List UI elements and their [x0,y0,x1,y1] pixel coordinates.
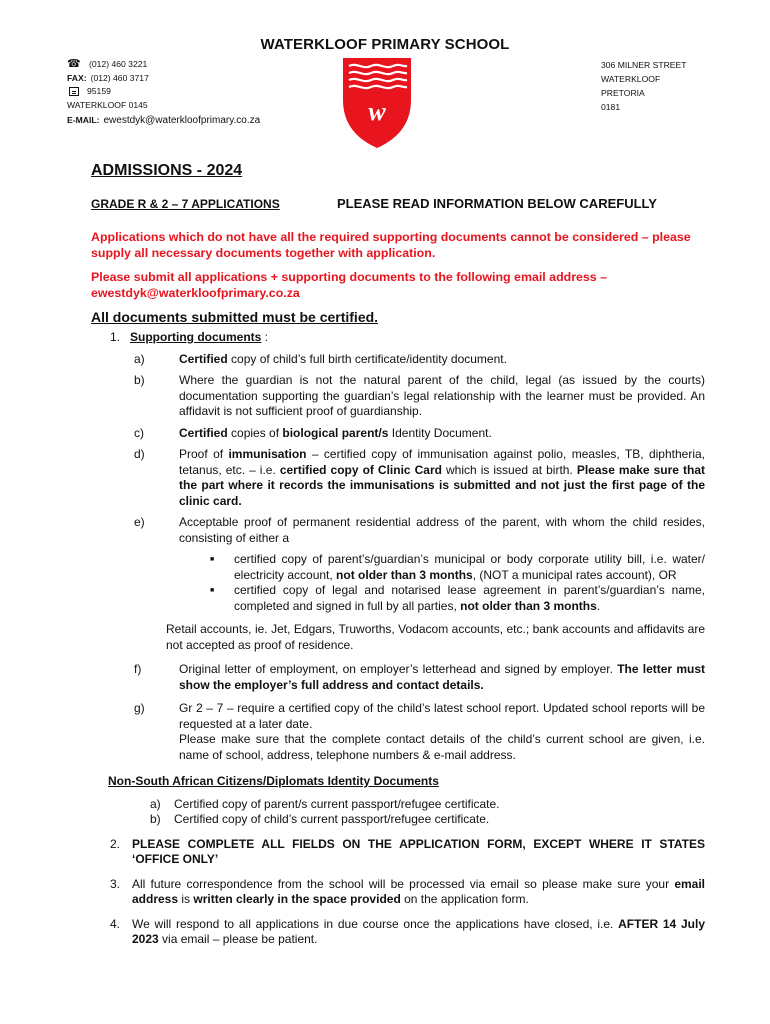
bullet-item [208,583,705,614]
sub-item-b [91,373,705,420]
text: Acceptable proof of permanent residential address of the parent, with whom the child resides, consisting of either a [179,515,705,545]
sub-letter: d) [134,447,145,461]
fax-label: FAX: [67,72,87,83]
bold-text: PLEASE COMPLETE ALL FIELDS ON THE APPLICATION FORM, EXCEPT WHERE IT STATES ‘OFFICE ONLY’ [132,836,705,866]
retail-accounts-note: Retail accounts, ie. Jet, Edgars, Truworths, Vodacom accounts, etc.; bank accounts and affidavits are not accepted as proof of residence. [166,622,705,652]
school-crest-logo [339,54,415,150]
svg-text:w: w [368,97,386,126]
email-address[interactable]: ewestdyk@waterkloofprimary.co.za [103,115,261,127]
sub-item-c [91,426,705,442]
sub-item-f [91,662,705,693]
text: Identity Document. [388,425,492,440]
sub-letter: a) [150,796,161,811]
text: Gr 2 – 7 – require a certified copy of the child’s latest school report. Updated school reports will be requested at a later date. [179,701,705,731]
text: Where the guardian is not the natural parent of the child, legal (as issued by the courts) documentation supporting the guardian’s legal relationship with the learner must be provided. An affidavit is not sufficient proof of guardianship. [179,373,705,418]
address-line: PRETORIA [601,88,645,98]
address-line: 0181 [601,102,621,112]
sub-letter: a) [134,351,145,366]
po-area-row [67,99,260,113]
phone-number: (012) 460 3221 [89,59,148,69]
square-bullet-icon: ■ [210,587,215,594]
bold-text: certified copy of Clinic Card [279,462,442,477]
non-sa-heading: Non-South African Citizens/Diplomats Identity Documents [108,774,439,788]
text: , (NOT a municipal rates account), OR [472,567,677,582]
text: copy of child’s full birth certificate/identity document. [227,351,507,366]
list-number: 2. [110,836,121,851]
email-label: E-MAIL: [67,115,100,126]
bold-text: AFTER 14 July 2023 [132,916,706,946]
bold-text: email address [132,876,705,906]
list-item-3 [91,877,705,908]
bold-text: biological parent/s [282,425,389,440]
text: certified copy of legal and notarised lease agreement in parent’s/guardian’s name, completed and signed in full by all parties, [234,583,705,613]
mailbox-icon [69,87,79,96]
email-row [67,114,260,128]
square-bullet-icon: ■ [210,556,215,563]
po-box-row [67,85,260,99]
sub-letter: e) [134,515,145,529]
sub-item-d [91,447,705,509]
fax-number: (012) 460 3717 [90,72,149,83]
bold-text: The letter must show the employer’s full address and contact details. [179,662,705,692]
required-docs-notice: Applications which do not have all the required supporting documents cannot be considered – please supply all necessary documents together with application. [91,229,691,260]
address-line: WATERKLOOF [601,74,661,84]
contact-details-left [67,58,260,128]
bold-text: Please make sure that the part where it records the immunisations is submitted and not just the first page of the clinic card. [179,462,705,508]
bold-text: not older than 3 months [460,598,597,613]
list-item-1 [91,330,705,346]
text: via email – please be patient. [158,932,318,946]
list-number: 4. [110,916,121,931]
non-sa-item-b [150,812,705,828]
list-item-4 [91,917,705,948]
fax-row [67,72,260,86]
bullet-item [208,552,705,583]
non-sa-item-a [150,797,705,813]
list-item-2 [91,837,705,868]
sub-letter: f) [134,662,142,676]
colon: : [261,330,268,344]
sub-letter: c) [134,425,144,440]
list-number: 1. [110,330,121,344]
certified-heading: All documents submitted must be certified. [91,308,379,325]
grade-label: GRADE R & 2 – 7 APPLICATIONS [91,197,280,211]
telephone-icon: ☎ [67,58,81,70]
text: We will respond to all applications in due course once the applications have closed, i.e. [132,916,619,931]
residence-proof-bullets [208,552,705,614]
text: Certified copy of child’s current passport/refugee certificate. [174,812,490,826]
text: – certified copy of immunisation against polio, measles, TB, diphtheria, tetanus, etc. – i.e. [179,447,705,477]
document-body [91,160,705,948]
text: Please make sure that the complete contact details of the child’s current school are given, i.e. name of school, address, telephone numbers & e-mail address. [179,732,705,762]
po-box-number: 95159 [87,86,111,97]
po-area: WATERKLOOF 0145 [67,99,148,110]
address-line: 306 MILNER STREET [601,60,687,70]
school-address [601,58,686,114]
subheading-row [91,196,705,213]
list-number: 3. [110,876,121,891]
bold-text: immunisation [228,447,307,461]
bold-text: Certified [179,425,228,440]
text: . [596,598,601,613]
admissions-title: ADMISSIONS - 2024 [91,162,243,179]
sub-letter: b) [134,373,145,387]
text: copies of [227,425,283,440]
submit-email-notice: Please submit all applications + supporting documents to the following email address – ewestdyk@waterkloofprimary.co.za [91,269,608,300]
text: Original letter of employment, on employer’s letterhead and signed by employer. [179,662,618,676]
sub-item-a [91,352,705,368]
text: All future correspondence from the school will be processed via email so please make sure your [132,876,675,891]
text: Proof of [179,447,229,461]
sub-item-g [91,701,705,763]
sub-item-e [91,515,705,546]
bold-text: not older than 3 months [336,567,473,582]
text: is [178,892,194,906]
sub-letter: b) [150,812,161,826]
bold-text: written clearly in the space provided [193,892,401,906]
text: certified copy of parent’s/guardian’s municipal or body corporate utility bill, i.e. water/ electricity account, [234,552,705,582]
school-name: WATERKLOOF PRIMARY SCHOOL [260,36,510,53]
text: Certified copy of parent/s current passport/refugee certificate. [174,796,500,811]
bold-text: Certified [179,351,228,366]
text: which is issued at birth. [441,462,577,477]
sub-letter: g) [134,701,145,715]
phone-row [67,58,260,72]
supporting-documents-label: Supporting documents [130,330,262,344]
please-read-heading: PLEASE READ INFORMATION BELOW CAREFULLY [337,196,657,211]
text: on the application form. [400,892,529,906]
